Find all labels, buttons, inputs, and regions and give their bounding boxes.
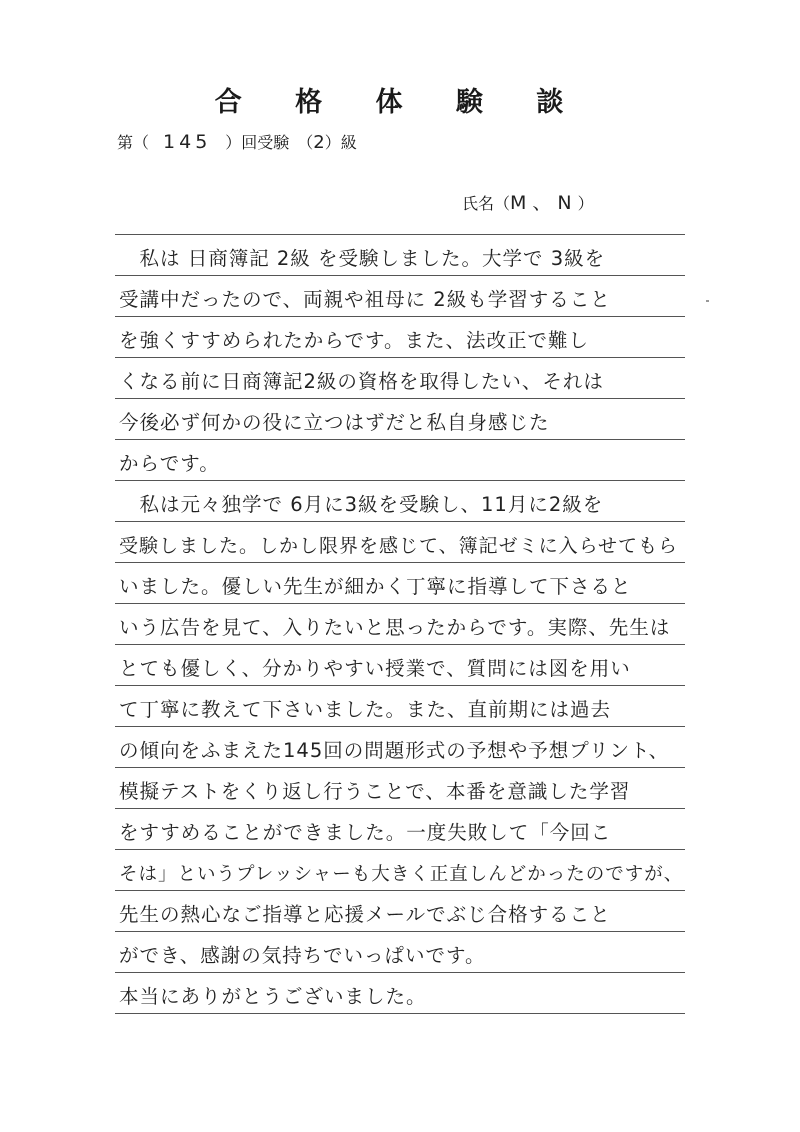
essay-line-text: 本当にありがとうございました。 — [119, 985, 427, 1008]
essay-line — [115, 317, 685, 358]
name-label: 氏名（ — [462, 194, 511, 213]
essay-line-text: の傾向をふまえた145回の問題形式の予想や予想プリント、 — [119, 739, 670, 762]
essay-line-text: くなる前に日商簿記2級の資格を取得したい、それは — [119, 370, 604, 393]
exam-info-row — [117, 130, 357, 153]
essay-line-text: 模擬テストをくり返し行うことで、本番を意識した学習 — [119, 780, 631, 803]
essay-line — [115, 276, 685, 317]
name-close: ） — [577, 194, 594, 213]
essay-line-text: いました。優しい先生が細かく丁寧に指導して下さると — [119, 575, 632, 598]
essay-line — [115, 235, 685, 276]
essay-line — [115, 604, 685, 645]
essay-line-text: 私は 日商簿記 2級 を受験しました。大学で 3級を — [119, 247, 606, 270]
essay-line — [115, 481, 685, 522]
essay-line — [115, 686, 685, 727]
essay-line-text: 今後必ず何かの役に立つはずだと私自身感じた — [119, 411, 550, 434]
essay-line-text: 受験しました。しかし限界を感じて、簿記ゼミに入らせてもら — [119, 535, 679, 557]
essay-line-text: 先生の熱心なご指導と応援メールでぶじ合格すること — [119, 903, 611, 926]
essay-line — [115, 522, 685, 563]
essay-body — [115, 234, 685, 1014]
essay-line — [115, 399, 685, 440]
essay-line — [115, 645, 685, 686]
essay-line — [115, 358, 685, 399]
exam-grade: 2 — [313, 132, 325, 153]
essay-line-text: からです。 — [119, 452, 220, 475]
essay-line — [115, 727, 685, 768]
exam-middle: ）回受験 （ — [225, 133, 314, 152]
essay-line-text: 受講中だったので、両親や祖母に 2級も学習すること — [119, 288, 611, 311]
essay-line — [115, 809, 685, 850]
essay-line-text: 私は元々独学で 6月に3級を受験し、11月に2級を — [119, 493, 604, 516]
essay-line — [115, 440, 685, 481]
exam-prefix: 第（ — [117, 133, 150, 152]
essay-line-text: ができ、感謝の気持ちでいっぱいです。 — [119, 944, 486, 967]
essay-line-text: とても優しく、分かりやすい授業で、質問には図を用い — [119, 657, 631, 680]
document-title: 合 格 体 験 談 — [214, 87, 586, 118]
exam-suffix: ）級 — [324, 133, 357, 152]
essay-line-text: をすすめることができました。一度失敗して「今回こ — [119, 821, 612, 844]
essay-line-text: そは」というプレッシャーも大きく正直しんどかったのですが、 — [119, 864, 684, 885]
essay-line — [115, 973, 685, 1014]
essay-line — [115, 891, 685, 932]
essay-line-text: いう広告を見て、入りたいと思ったからです。実際、先生は — [119, 616, 671, 639]
exam-session-number: 145 — [163, 131, 212, 153]
essay-line — [115, 563, 685, 604]
name-row — [462, 188, 594, 215]
name-value: M、N — [510, 192, 578, 214]
essay-line-text: て丁寧に教えて下さいました。また、直前期には過去 — [119, 698, 612, 721]
essay-line — [115, 768, 685, 809]
essay-line — [115, 932, 685, 973]
essay-line-text: を強くすすめられたからです。また、法改正で難し — [119, 329, 589, 352]
scan-speck — [706, 300, 709, 302]
essay-line — [115, 850, 685, 891]
